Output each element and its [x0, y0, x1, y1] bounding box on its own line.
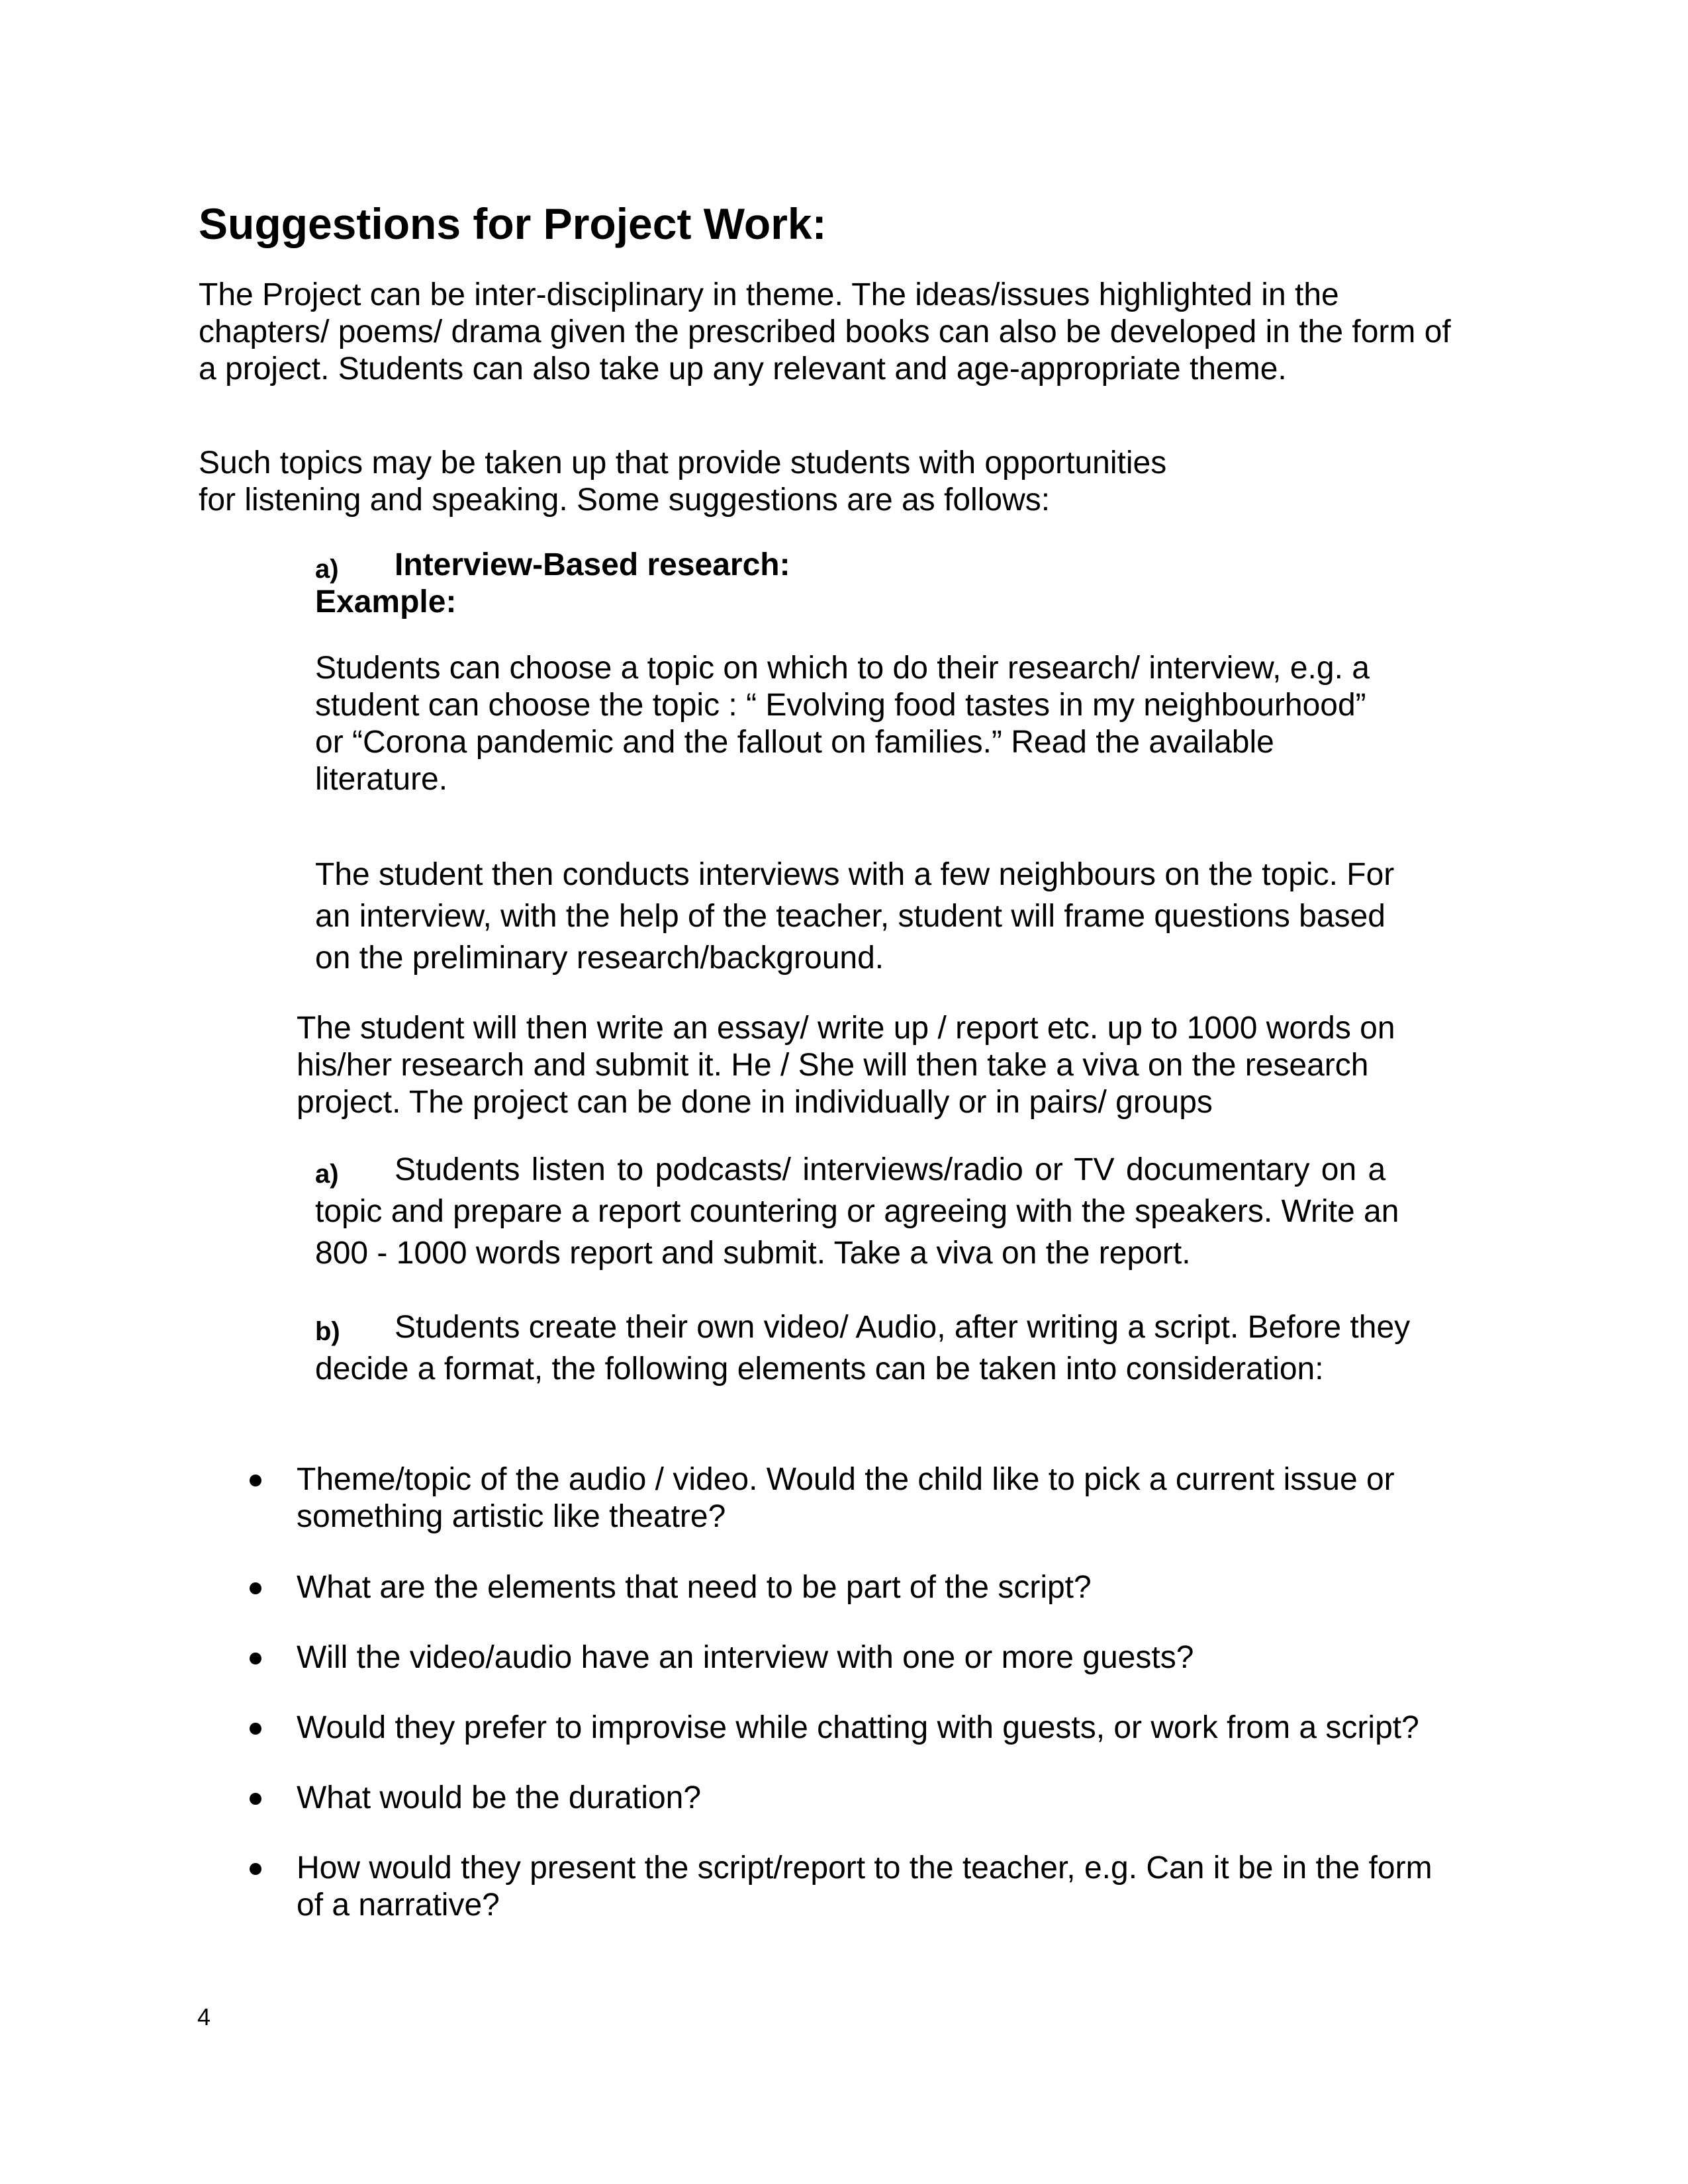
text-line: for listening and speaking. Some suggestions are as follows: — [199, 482, 1051, 518]
text-line: Theme/topic of the audio / video. Would the child like to pick a current issue or — [297, 1462, 1395, 1497]
text-line: project. The project can be done in individually or in pairs/ groups — [297, 1085, 1213, 1120]
text-line: The Project can be inter-disciplinary in theme. The ideas/issues highlighted in the — [199, 277, 1339, 312]
text-line: Students can choose a topic on which to do their research/ interview, e.g. a — [315, 651, 1370, 686]
text-line: What are the elements that need to be part of the script? — [297, 1570, 1092, 1605]
example-label: Example: — [315, 584, 457, 619]
text-line: Students listen to podcasts/ interviews/radio or TV documentary on a — [395, 1152, 1386, 1187]
text-line: on the preliminary research/background. — [315, 940, 884, 976]
page-number: 4 — [197, 2003, 211, 2030]
text-line: Would they prefer to improvise while chatting with guests, or work from a script? — [297, 1710, 1419, 1745]
bullet-icon — [250, 1723, 261, 1735]
bullet-icon — [250, 1475, 261, 1486]
text-line: or “Corona pandemic and the fallout on families.” Read the available — [315, 725, 1274, 760]
text-line: How would they present the script/report to the teacher, e.g. Can it be in the form — [297, 1850, 1432, 1886]
text-line: What would be the duration? — [297, 1780, 702, 1815]
list-marker: b) — [315, 1317, 340, 1346]
text-line: 800 - 1000 words report and submit. Take a viva on the report. — [315, 1236, 1191, 1271]
text-line: The student then conducts interviews with a few neighbours on the topic. For — [315, 857, 1395, 892]
text-line: decide a format, the following elements can be taken into consideration: — [315, 1351, 1324, 1387]
section-heading: Interview-Based research: — [395, 547, 790, 582]
text-line: Such topics may be taken up that provide students with opportunities — [199, 445, 1167, 480]
bullet-icon — [250, 1653, 261, 1664]
bullet-icon — [250, 1793, 261, 1805]
bullet-icon — [250, 1863, 261, 1875]
text-line: an interview, with the help of the teacher, student will frame questions based — [315, 899, 1385, 934]
bullet-icon — [250, 1582, 261, 1594]
text-line: his/her research and submit it. He / She will then take a viva on the research — [297, 1048, 1369, 1083]
page-title: Suggestions for Project Work: — [199, 199, 827, 248]
text-line: a project. Students can also take up any relevant and age-appropriate theme. — [199, 351, 1287, 387]
text-line: topic and prepare a report countering or agreeing with the speakers. Write an — [315, 1194, 1399, 1229]
text-line: student can choose the topic : “ Evolving food tastes in my neighbourhood” — [315, 688, 1366, 723]
text-line: The student will then write an essay/ write up / report etc. up to 1000 words on — [297, 1011, 1395, 1046]
text-line: Will the video/audio have an interview with one or more guests? — [297, 1640, 1194, 1675]
text-line: of a narrative? — [297, 1888, 500, 1923]
text-line: something artistic like theatre? — [297, 1499, 726, 1534]
list-marker: a) — [315, 1160, 339, 1189]
list-marker: a) — [315, 555, 339, 584]
text-line: Students create their own video/ Audio, after writing a script. Before they — [395, 1310, 1411, 1345]
text-line: chapters/ poems/ drama given the prescribed books can also be developed in the form of — [199, 314, 1451, 349]
text-line: literature. — [315, 762, 448, 797]
